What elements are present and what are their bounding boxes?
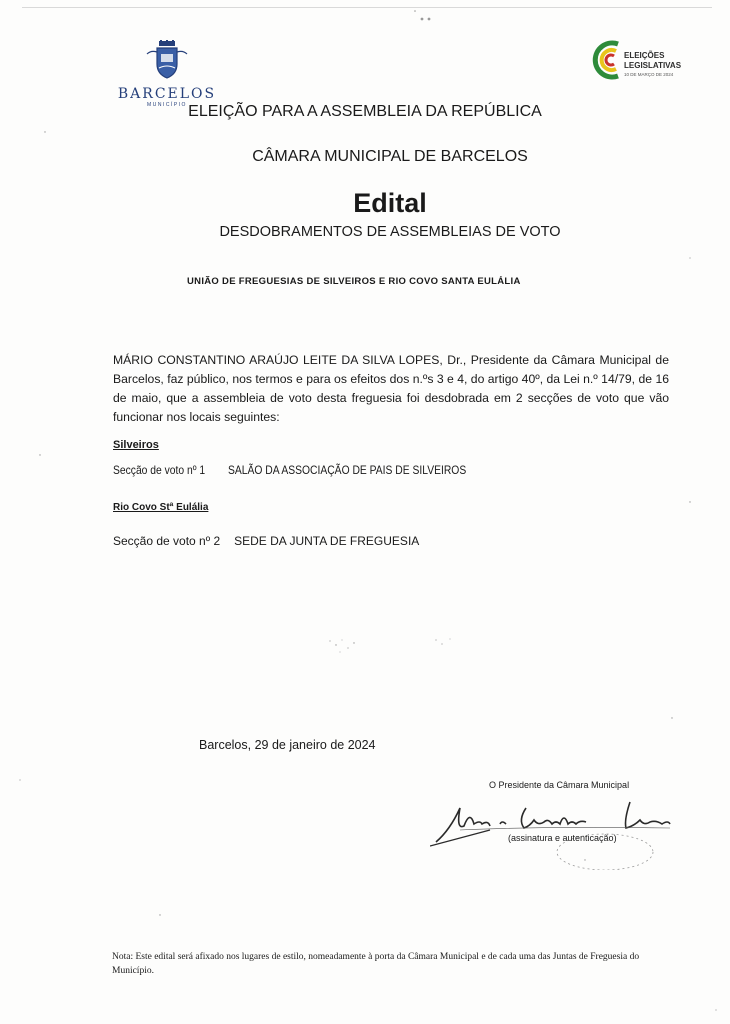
logo-eleicoes-line2: LEGISLATIVAS (624, 61, 682, 70)
edital-paragraph: MÁRIO CONSTANTINO ARAÚJO LEITE DA SILVA LOPES, Dr., Presidente da Câmara Municipal de Barcelos, faz público, nos termos e para os efeitos dos n.ºs 3 e 4, do artigo 40º, da Lei n.º 14/79, de 16 de maio, que a assembleia de voto desta freguesia foi desdobrada em 2 secções de voto que vão funcionar nos locais seguintes: (113, 353, 669, 424)
section-place: SALÃO DA ASSOCIAÇÃO DE PAIS DE SILVEIROS (228, 463, 467, 477)
section-place: SEDE DA JUNTA DE FREGUESIA (234, 534, 420, 548)
camara-title: CÂMARA MUNICIPAL DE BARCELOS (252, 148, 528, 165)
section-heading-silveiros: Silveiros (113, 439, 159, 451)
signature-caption: (assinatura e autenticação) (508, 833, 617, 843)
edital-heading: Edital (353, 188, 427, 218)
footer-note: Nota: Este edital será afixado nos lugares de estilo, nomeadamente à porta da Câmara Municipal e de cada uma das Juntas de Freguesia do Município. (112, 952, 640, 976)
document-date: Barcelos, 29 de janeiro de 2024 (199, 738, 376, 752)
desdobramentos-subtitle: DESDOBRAMENTOS DE ASSEMBLEIAS DE VOTO (219, 224, 561, 240)
signature-title: O Presidente da Câmara Municipal (489, 780, 630, 790)
election-title: ELEIÇÃO PARA A ASSEMBLEIA DA REPÚBLICA (188, 103, 542, 120)
union-freguesias-heading: UNIÃO DE FREGUESIAS DE SILVEIROS E RIO COVO SANTA EULÁLIA (187, 276, 521, 287)
logo-sub-text: MUNICÍPIO (147, 102, 187, 108)
section-label: Secção de voto nº 2 (113, 534, 221, 548)
logo-eleicoes-date: 10 DE MARÇO DE 2024 (624, 72, 674, 77)
section-label: Secção de voto nº 1 (113, 463, 206, 477)
logo-brand-text: BARCELOS (117, 86, 217, 102)
section-heading-rio-covo: Rio Covo Stª Eulália (113, 502, 209, 513)
logo-eleicoes-line1: ELEIÇÕES (624, 51, 665, 60)
